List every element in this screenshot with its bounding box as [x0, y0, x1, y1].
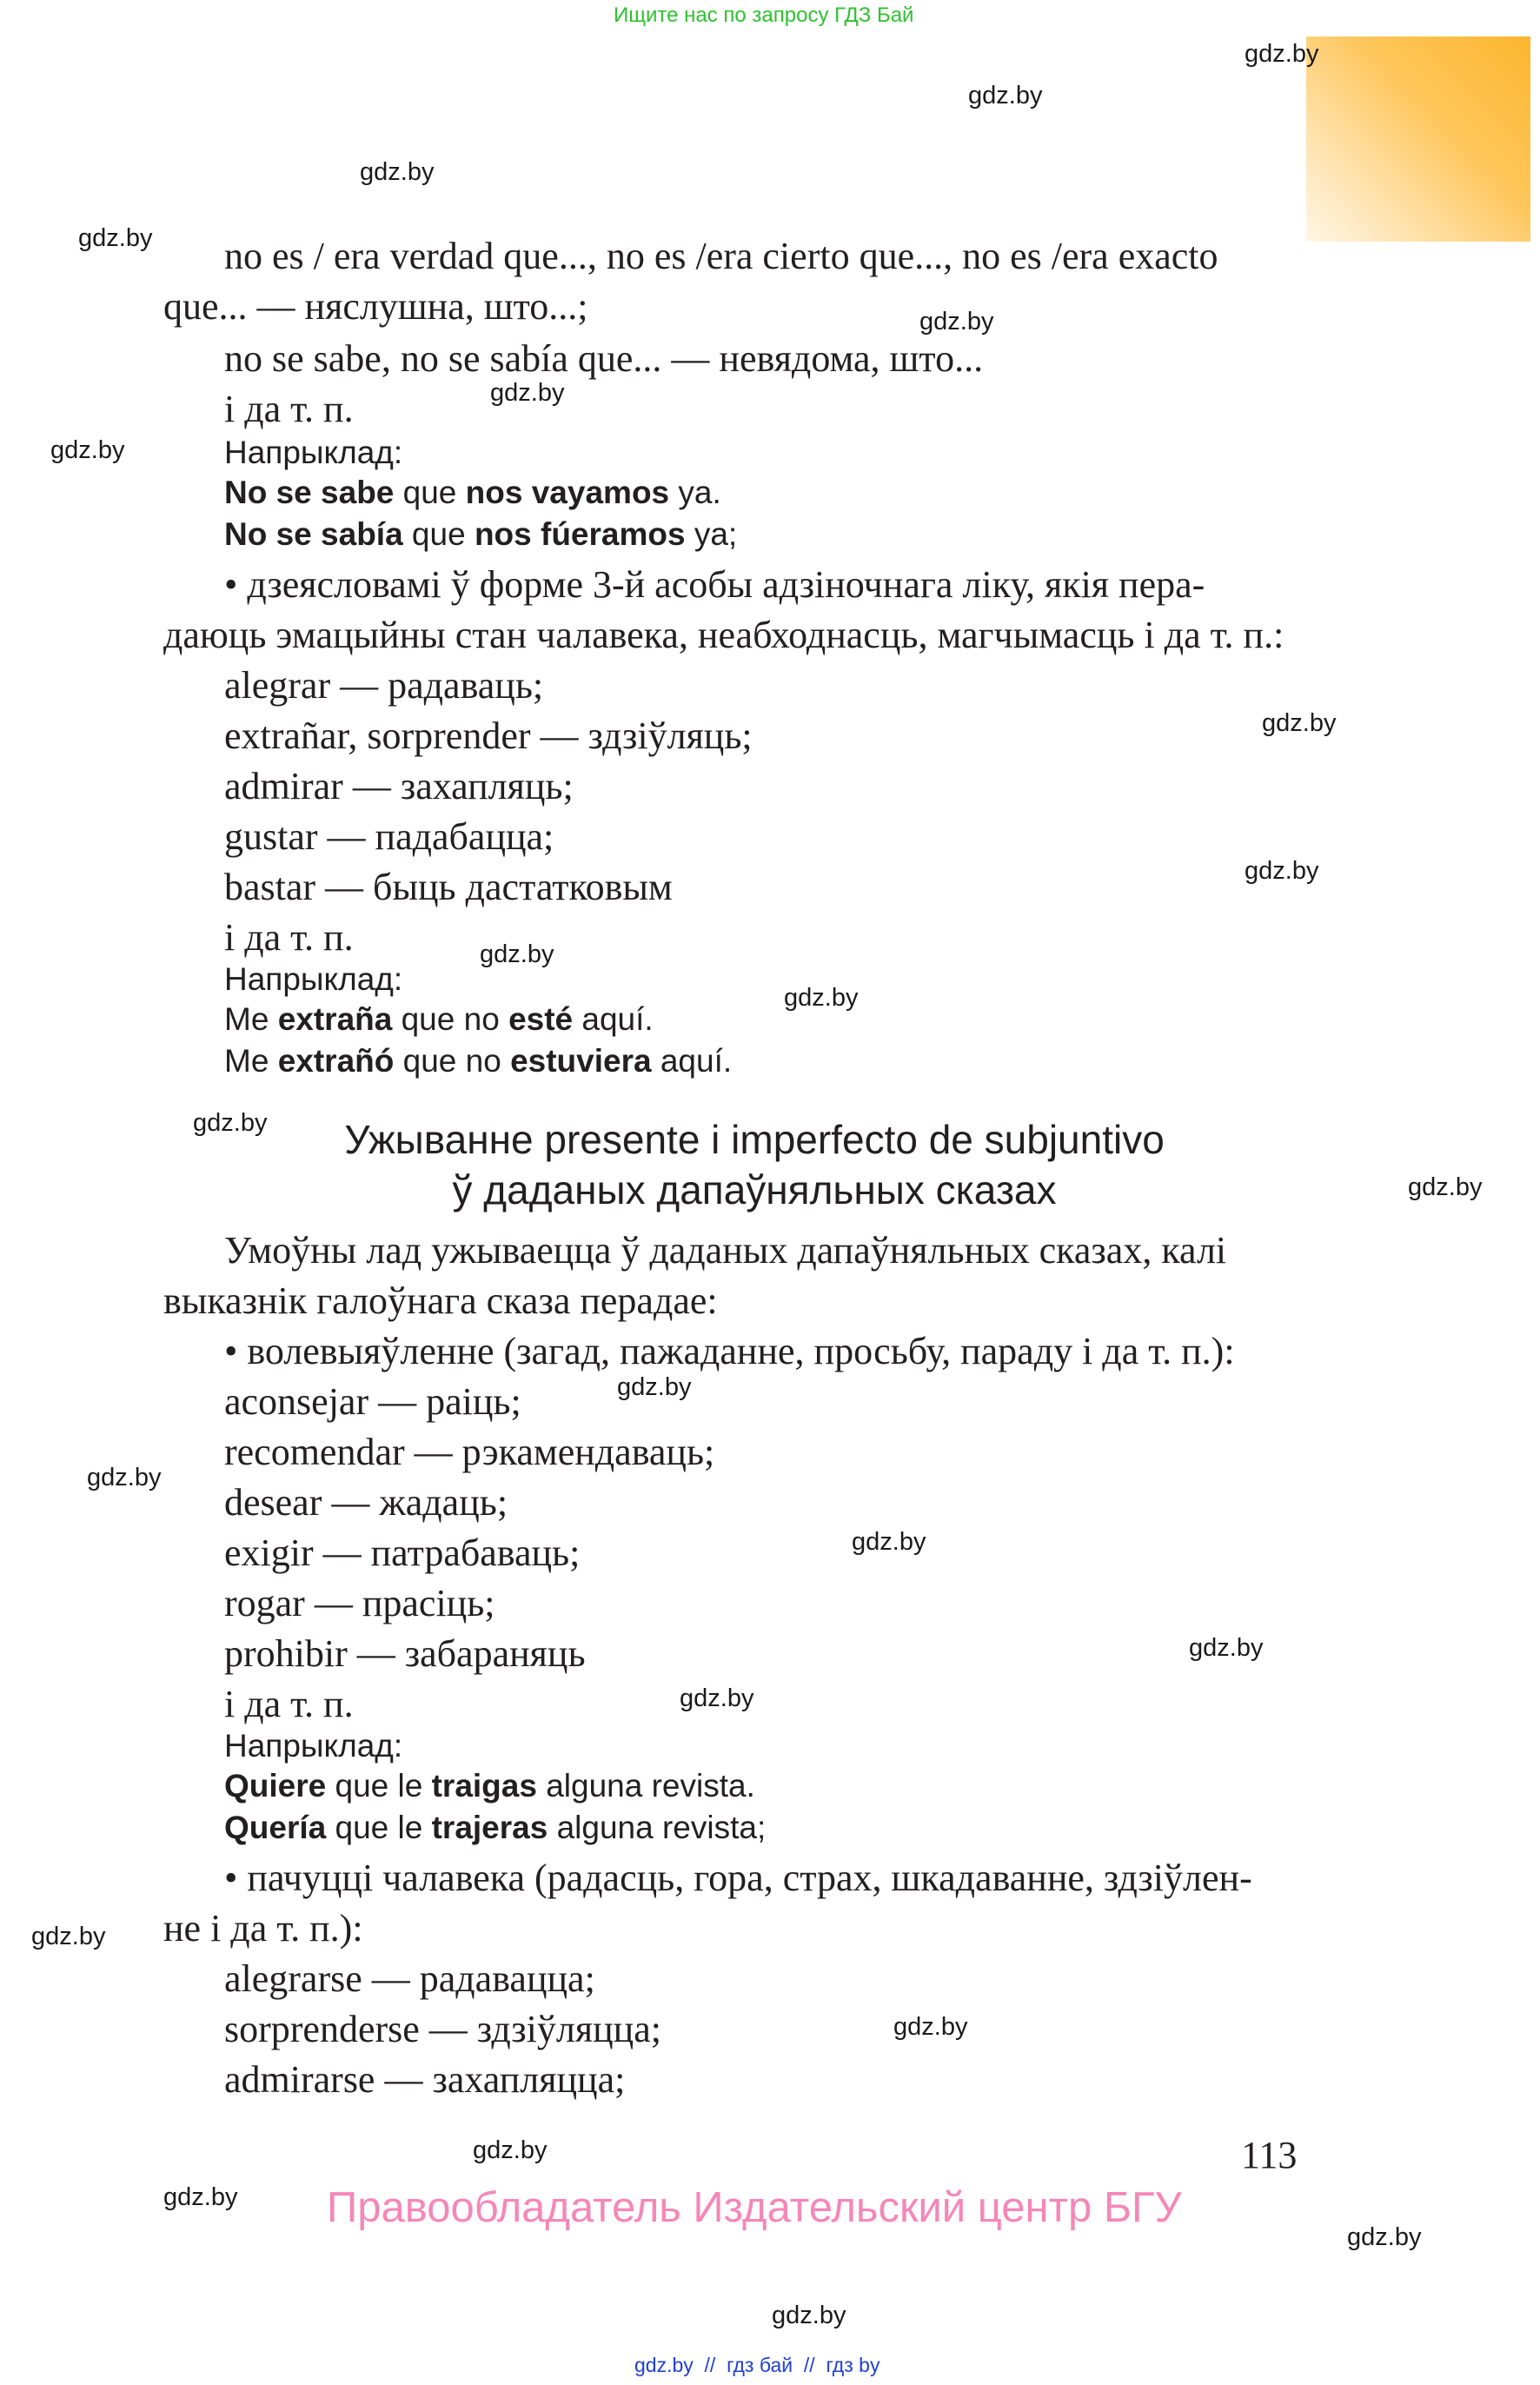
section-heading: ў даданых дапаўняльных сказах	[452, 1167, 1057, 1212]
text-line: і да т. п.	[224, 388, 354, 430]
watermark: gdz.by	[360, 158, 435, 186]
example-sentence: Quería que le trajeras alguna revista;	[224, 1810, 767, 1845]
text-line: prohibir — забараняць	[224, 1632, 586, 1675]
text-line: no es / era verdad que..., no es /era cierto que..., no es /era exacto	[224, 235, 1218, 277]
example-sentence: Me extraña que no esté aquí.	[224, 1001, 654, 1037]
watermark: gdz.by	[893, 2013, 968, 2041]
watermark: gdz.by	[480, 940, 554, 968]
text-line: даюць эмацыйны стан чалавека, неабходнасць, магчымасць і да т. п.:	[163, 614, 1284, 656]
text-line: не і да т. п.):	[163, 1907, 363, 1950]
watermark: gdz.by	[919, 308, 994, 335]
text-line: admirar — захапляць;	[224, 765, 574, 807]
footer-links[interactable]: gdz.by // гдз бай // гдз by	[634, 2354, 880, 2376]
text-line: rogar — прасіць;	[224, 1582, 495, 1624]
top-search-link[interactable]: Ищите нас по запросу ГДЗ Бай	[614, 3, 914, 27]
watermark: gdz.by	[1408, 1173, 1483, 1201]
text-line: desear — жадаць;	[224, 1481, 508, 1524]
watermark: gdz.by	[50, 436, 125, 464]
watermark: gdz.by	[680, 1684, 754, 1712]
text-line: alegrarse — радавацца;	[224, 1957, 595, 2000]
example-label: Напрыклад:	[224, 961, 403, 997]
watermark: gdz.by	[78, 224, 153, 252]
watermark: gdz.by	[1347, 2223, 1422, 2251]
watermark: gdz.by	[1245, 40, 1319, 68]
text-line: extrañar, sorprender — здзіўляць;	[224, 714, 753, 757]
text-line: alegrar — радаваць;	[224, 664, 544, 707]
text-line: aconsejar — раіць;	[224, 1380, 521, 1423]
watermark: gdz.by	[1262, 709, 1337, 737]
text-line: • волевыяўленне (загад, пажаданне, просьбу, параду і да т. п.):	[224, 1330, 1235, 1372]
watermark: gdz.by	[784, 984, 859, 1012]
watermark: gdz.by	[473, 2136, 548, 2164]
text-line: sorprenderse — здзіўляцца;	[224, 2008, 661, 2050]
watermark: gdz.by	[193, 1109, 268, 1137]
text-line: • дзеясловамі ў форме 3-й асобы адзіночнага ліку, якія пера-	[224, 563, 1205, 606]
example-sentence: No se sabe que nos vayamos ya.	[224, 475, 721, 510]
text-line: gustar — падабацца;	[224, 815, 554, 858]
text-line: no se sabe, no se sabía que... — невядома, што...	[224, 337, 984, 380]
page-number: 113	[1241, 2134, 1298, 2176]
watermark: gdz.by	[852, 1528, 926, 1556]
watermark: gdz.by	[163, 2183, 238, 2211]
text-line: і да т. п.	[224, 1683, 354, 1725]
example-sentence: No se sabía que nos fúeramos ya;	[224, 516, 738, 552]
text-line: і да т. п.	[224, 916, 354, 959]
example-sentence: Quiere que le traigas alguna revista.	[224, 1768, 755, 1804]
text-line: bastar — быць дастатковым	[224, 866, 673, 908]
text-line: admirarse — захапляцца;	[224, 2058, 626, 2101]
watermark: gdz.by	[31, 1923, 106, 1950]
watermark: gdz.by	[1245, 857, 1319, 885]
text-line: exigir — патрабаваць;	[224, 1531, 581, 1574]
example-label: Напрыклад:	[224, 435, 403, 470]
text-line: recomendar — рэкамендаваць;	[224, 1431, 715, 1473]
text-line: выказнік галоўнага сказа перадае:	[163, 1279, 718, 1322]
section-heading: Ужыванне presente і imperfecto de subjuntivo	[344, 1117, 1165, 1162]
text-line: que... — няслушна, што...;	[163, 285, 588, 328]
watermark: gdz.by	[968, 82, 1043, 110]
watermark: gdz.by	[87, 1464, 162, 1491]
example-label: Напрыклад:	[224, 1728, 403, 1764]
watermark: gdz.by	[617, 1373, 692, 1401]
watermark: gdz.by	[1189, 1634, 1264, 1662]
text-line: • пачуцці чалавека (радасць, гора, страх, шкадаванне, здзіўлен-	[224, 1857, 1252, 1899]
example-sentence: Me extrañó que no estuviera aquí.	[224, 1043, 733, 1079]
watermark: gdz.by	[772, 2302, 846, 2329]
corner-decoration	[1306, 37, 1530, 242]
watermark: gdz.by	[490, 379, 565, 407]
copyright-notice: Правообладатель Издательский центр БГУ	[327, 2184, 1182, 2231]
text-line: Умоўны лад ужываецца ў даданых дапаўняльных сказах, калі	[224, 1229, 1227, 1272]
